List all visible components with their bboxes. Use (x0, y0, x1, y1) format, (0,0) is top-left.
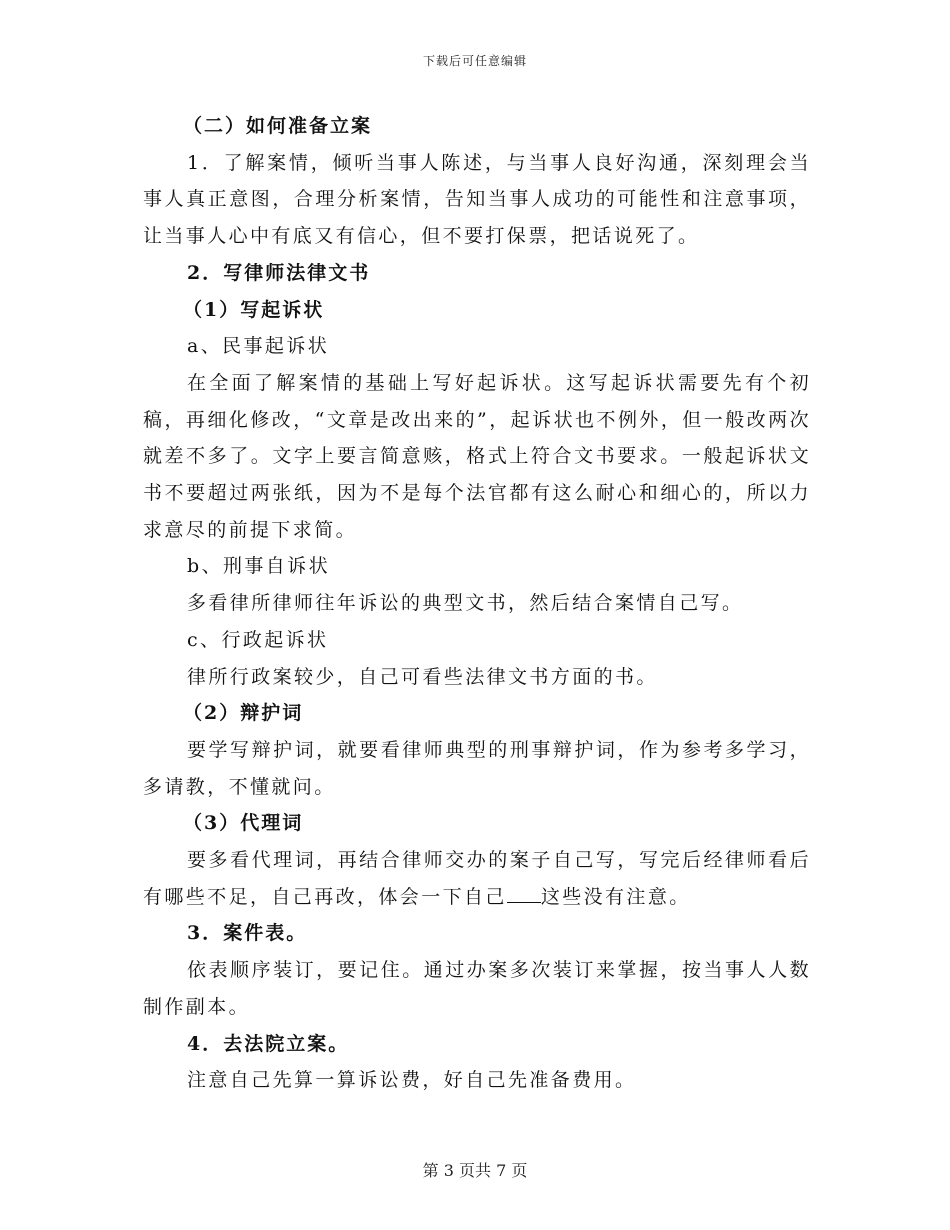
sub-item-c-title: c、行政起诉状 (187, 628, 329, 651)
subsection-3-title: （3）代理词 (183, 812, 304, 835)
item-4-title: 4．去法院立案。 (187, 1032, 350, 1055)
item-4-body: 注意自己先算一算诉讼费，好自己先准备费用。 (187, 1069, 637, 1092)
item-3-title: 3．案件表。 (187, 922, 308, 945)
page-footer: 第 3 页共 7 页 (422, 1161, 528, 1180)
subsection-2-body: 要学写辩护词，就要看律师典型的刑事辩护词，作为参考多学习，多请教，不懂就问。 (143, 738, 811, 798)
page-header: 下载后可任意编辑 (422, 54, 527, 68)
sub-item-b-title: b、刑事自诉状 (187, 555, 330, 578)
subsection-3-body-end: 这些没有注意。 (540, 885, 691, 908)
sub-item-a-body: 在全面了解案情的基础上写好起诉状。这写起诉状需要先有个初稿，再细化修改，“文章是改出来的”，起诉状也不例外，但一般改两次就差不多了。文字上要言简意赅，格式上符合文书要求。一般起诉状文书不要超过两张纸，因为不是每个法官都有这么耐心和细心的，所以力求意尽的前提下求简。 (143, 371, 811, 541)
sub-item-c-body: 律所行政案较少，自己可看些法律文书方面的书。 (187, 665, 658, 688)
sub-item-b-body: 多看律所律师往年诉讼的典型文书，然后结合案情自己写。 (187, 592, 744, 615)
document-body (143, 108, 811, 1099)
item-2-title: 2．写律师法律文书 (187, 261, 371, 284)
item-3-body: 依表顺序装订，要记住。通过办案多次装订来掌握，按当事人人数制作副本。 (143, 959, 811, 1018)
subsection-3-body (143, 842, 811, 915)
subsection-3-body-start: 要多看代理词，再结合律师交办的案子自己写，写完后经律师看后有哪些不足，自己再改，体会一下自己 (143, 849, 811, 908)
blank-underline (507, 884, 541, 903)
subsection-2-title: （2）辩护词 (183, 702, 304, 725)
subsection-1-title: （1）写起诉状 (183, 298, 325, 321)
section-title: （二）如何准备立案 (183, 115, 373, 137)
sub-item-a-title: a、民事起诉状 (187, 335, 330, 358)
paragraph-item-1: 1．了解案情，倾听当事人陈述，与当事人良好沟通，深刻理会当事人真正意图，合理分析案情，告知当事人成功的可能性和注意事项，让当事人心中有底又有信心，但不要打保票，把话说死了。 (143, 151, 811, 248)
